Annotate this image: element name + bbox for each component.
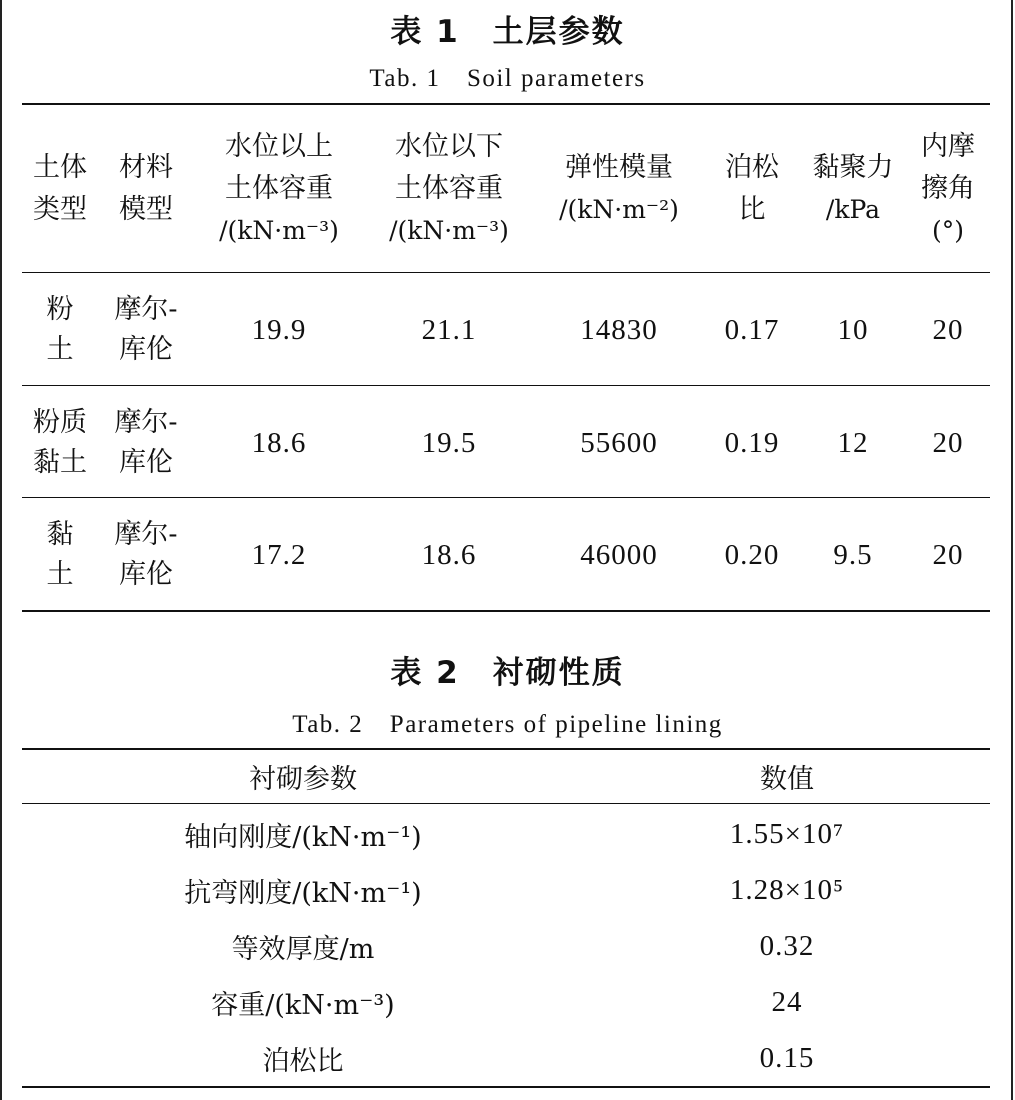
cell-elastic-modulus: 14830	[580, 314, 658, 346]
header-lining-parameter: 衬砌参数	[249, 764, 357, 795]
table1-title-cn: 表 1 土层参数	[390, 14, 625, 50]
cell-parameter: 泊松比	[262, 1045, 344, 1077]
cell-poisson-ratio: 0.20	[724, 539, 780, 571]
table2-title-en: Tab. 2 Parameters of pipeline lining	[292, 711, 723, 738]
header-cohesion: 黏聚力 /kPa	[812, 152, 894, 224]
cell-friction-angle: 20	[932, 314, 964, 346]
table2-header-rule	[22, 803, 990, 804]
header-material-model: 材料 模型	[119, 152, 173, 225]
cell-unit-weight-above: 19.9	[251, 314, 307, 346]
cell-unit-weight-below: 21.1	[421, 314, 477, 346]
cell-cohesion: 12	[837, 426, 869, 459]
table1-row-rule	[22, 497, 990, 498]
cell-value: 1.28×10⁵	[729, 873, 845, 906]
header-value: 数值	[760, 764, 814, 795]
cell-unit-weight-below: 18.6	[421, 539, 477, 571]
header-unit-weight-above: 水位以上 土体容重 /(kN·m⁻³)	[219, 131, 339, 245]
cell-unit-weight-above: 18.6	[251, 426, 307, 459]
table1-top-rule	[22, 103, 990, 105]
cell-unit-weight-above: 17.2	[251, 539, 307, 571]
table-row-model: 摩尔- 库伦	[114, 406, 178, 478]
table2-title-cn: 表 2 衬砌性质	[390, 655, 625, 691]
cell-parameter: 轴向刚度/(kN·m⁻¹)	[184, 821, 422, 853]
table-row-model: 摩尔- 库伦	[114, 294, 178, 365]
table-row-model: 摩尔- 库伦	[114, 519, 178, 590]
header-friction-angle: 内摩 擦角 (°)	[921, 131, 975, 245]
cell-friction-angle: 20	[932, 426, 964, 459]
cell-elastic-modulus: 55600	[580, 426, 658, 459]
cell-value: 0.15	[759, 1041, 815, 1074]
cell-cohesion: 10	[837, 314, 869, 346]
header-poisson-ratio: 泊松 比	[725, 152, 779, 225]
header-elastic-modulus: 弹性模量 /(kN·m⁻²)	[559, 152, 679, 224]
cell-poisson-ratio: 0.17	[724, 314, 780, 346]
table-row-soil-type: 粉质 黏土	[33, 406, 87, 478]
cell-value: 0.32	[759, 929, 815, 962]
cell-unit-weight-below: 19.5	[421, 426, 477, 459]
cell-friction-angle: 20	[932, 539, 964, 571]
page-left-border	[0, 0, 2, 1100]
cell-parameter: 抗弯刚度/(kN·m⁻¹)	[184, 877, 422, 909]
table-row-soil-type: 粉 土	[46, 294, 74, 365]
cell-poisson-ratio: 0.19	[724, 426, 780, 459]
cell-value: 24	[771, 985, 803, 1018]
cell-parameter: 等效厚度/m	[231, 933, 375, 965]
cell-cohesion: 9.5	[833, 539, 873, 571]
table1-header-rule	[22, 272, 990, 273]
header-unit-weight-below: 水位以下 土体容重 /(kN·m⁻³)	[389, 131, 509, 245]
table-row-soil-type: 黏 土	[46, 519, 74, 590]
table1-title-en: Tab. 1 Soil parameters	[369, 65, 646, 92]
cell-value: 1.55×10⁷	[729, 817, 845, 850]
header-soil-type: 土体 类型	[33, 152, 87, 225]
table2-bottom-rule	[22, 1086, 990, 1088]
cell-elastic-modulus: 46000	[580, 539, 658, 571]
page-right-border	[1011, 0, 1013, 1100]
table1-row-rule	[22, 385, 990, 386]
table1-bottom-rule	[22, 610, 990, 612]
cell-parameter: 容重/(kN·m⁻³)	[211, 989, 395, 1021]
